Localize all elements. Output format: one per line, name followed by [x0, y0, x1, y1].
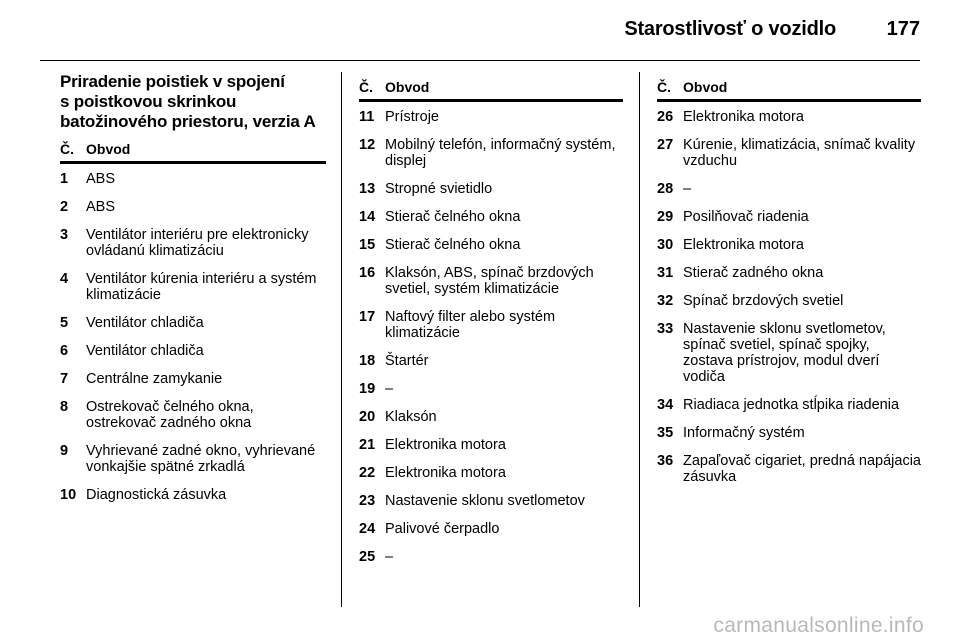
fuse-row	[359, 309, 623, 341]
fuse-circuit: Stierač zadného okna	[683, 265, 824, 281]
fuse-row	[657, 265, 921, 281]
section-title-line: batožinového priestoru, verzia A	[60, 112, 316, 131]
table-header	[359, 80, 623, 102]
fuse-circuit: Naftový filter alebo systém klimatizácie	[385, 309, 556, 341]
fuse-circuit: Ventilátor chladiča	[86, 343, 204, 359]
fuse-number: 8	[60, 399, 69, 415]
fuse-row	[60, 271, 326, 303]
section-title-line: s poistkovou skrinkou	[60, 92, 237, 111]
fuse-number: 3	[60, 227, 69, 243]
fuse-row	[60, 443, 326, 475]
fuse-circuit: Klaksón	[385, 409, 437, 425]
header-title: Starostlivosť o vozidlo	[624, 18, 836, 40]
fuse-number: 11	[359, 109, 375, 125]
fuse-row	[657, 137, 921, 169]
fuse-row	[359, 465, 623, 481]
fuse-number: 23	[359, 493, 376, 509]
col-number-header: Č.	[359, 79, 373, 95]
fuse-number: 28	[657, 181, 674, 197]
fuse-number: 35	[657, 425, 674, 441]
section-title	[60, 72, 326, 132]
fuse-number: 6	[60, 343, 69, 359]
fuse-row	[359, 437, 623, 453]
fuse-circuit: ABS	[86, 199, 116, 215]
fuse-circuit: Ventilátor chladiča	[86, 315, 204, 331]
col-circuit-header: Obvod	[86, 141, 131, 157]
fuse-row	[359, 409, 623, 425]
fuse-circuit: Štartér	[385, 353, 429, 369]
fuse-number: 33	[657, 321, 674, 337]
fuse-row	[359, 353, 623, 369]
fuse-row	[359, 265, 623, 297]
column-2	[359, 72, 623, 577]
fuse-row	[359, 137, 623, 169]
fuse-row	[60, 315, 326, 331]
fuse-number: 26	[657, 109, 674, 125]
fuse-number: 7	[60, 371, 69, 387]
fuse-number: 36	[657, 453, 674, 469]
fuse-row	[359, 521, 623, 537]
fuse-circuit: –	[683, 181, 692, 197]
fuse-circuit: Centrálne zamykanie	[86, 371, 223, 387]
fuse-circuit: Ostrekovač čelného okna, ostrekovač zadného okna	[86, 399, 254, 431]
fuse-circuit: Elektronika motora	[385, 465, 506, 481]
fuse-number: 34	[657, 397, 674, 413]
fuse-circuit: Mobilný telefón, informačný systém, displej	[385, 137, 616, 169]
column-3	[657, 72, 921, 497]
fuse-number: 27	[657, 137, 674, 153]
fuse-row	[60, 171, 326, 187]
fuse-row	[657, 453, 921, 485]
fuse-number: 21	[359, 437, 376, 453]
fuse-circuit: Diagnostická zásuvka	[86, 487, 227, 503]
fuse-circuit: ABS	[86, 171, 116, 187]
fuse-circuit: –	[385, 549, 394, 565]
fuse-circuit: Ventilátor interiéru pre elektronicky ovládanú klimatizáciu	[86, 227, 309, 259]
fuse-circuit: Vyhrievané zadné okno, vyhrievané vonkajšie spätné zrkadlá	[86, 443, 316, 475]
fuse-number: 14	[359, 209, 376, 225]
fuse-row	[657, 397, 921, 413]
fuse-number: 2	[60, 199, 69, 215]
fuse-number: 5	[60, 315, 69, 331]
fuse-circuit: Elektronika motora	[683, 237, 804, 253]
fuse-number: 16	[359, 265, 376, 281]
fuse-number: 18	[359, 353, 376, 369]
table-header	[60, 142, 326, 164]
fuse-circuit: Kúrenie, klimatizácia, snímač kvality vzduchu	[683, 137, 916, 169]
fuse-number: 17	[359, 309, 376, 325]
fuse-number: 10	[60, 487, 77, 503]
fuse-row	[359, 209, 623, 225]
fuse-circuit: Stierač čelného okna	[385, 209, 521, 225]
table-header	[657, 80, 921, 102]
fuse-row	[60, 343, 326, 359]
fuse-number: 24	[359, 521, 376, 537]
fuse-number: 22	[359, 465, 376, 481]
fuse-number: 31	[657, 265, 674, 281]
header-rule	[40, 60, 920, 61]
fuse-row	[60, 199, 326, 215]
fuse-number: 1	[60, 171, 69, 187]
fuse-row	[657, 237, 921, 253]
fuse-row	[359, 181, 623, 197]
fuse-row	[60, 371, 326, 387]
page-number: 177	[886, 18, 920, 40]
fuse-number: 29	[657, 209, 674, 225]
fuse-number: 32	[657, 293, 674, 309]
fuse-circuit: Elektronika motora	[683, 109, 804, 125]
fuse-row	[359, 549, 623, 565]
fuse-circuit: Spínač brzdových svetiel	[683, 293, 844, 309]
fuse-row	[359, 237, 623, 253]
fuse-row	[60, 487, 326, 503]
fuse-row	[657, 321, 921, 385]
watermark: carmanualsonline.info	[713, 614, 924, 637]
fuse-circuit: Informačný systém	[683, 425, 805, 441]
fuse-circuit: Palivové čerpadlo	[385, 521, 500, 537]
fuse-circuit: Riadiaca jednotka stĺpika riadenia	[683, 397, 900, 413]
fuse-circuit: Zapaľovač cigariet, predná napájacia zásuvka	[683, 453, 921, 485]
fuse-list	[359, 109, 623, 565]
fuse-list	[60, 171, 326, 503]
fuse-circuit: Elektronika motora	[385, 437, 506, 453]
fuse-row	[657, 293, 921, 309]
fuse-row	[60, 399, 326, 431]
fuse-circuit: Stierač čelného okna	[385, 237, 521, 253]
fuse-number: 20	[359, 409, 376, 425]
fuse-number: 9	[60, 443, 69, 459]
fuse-row	[359, 381, 623, 397]
fuse-number: 12	[359, 137, 376, 153]
fuse-row	[657, 209, 921, 225]
page-header	[0, 0, 960, 60]
fuse-list	[657, 109, 921, 485]
fuse-number: 4	[60, 271, 69, 287]
fuse-circuit: Ventilátor kúrenia interiéru a systém klimatizácie	[86, 271, 317, 303]
fuse-circuit: Prístroje	[385, 109, 439, 125]
fuse-number: 30	[657, 237, 674, 253]
fuse-circuit: Stropné svietidlo	[385, 181, 493, 197]
column-divider-2	[639, 72, 640, 607]
section-title-line: Priradenie poistiek v spojení	[60, 72, 285, 91]
fuse-row	[657, 181, 921, 197]
col-number-header: Č.	[657, 79, 671, 95]
fuse-row	[359, 109, 623, 125]
fuse-circuit: Klaksón, ABS, spínač brzdových svetiel, systém klimatizácie	[385, 265, 594, 297]
col-circuit-header: Obvod	[683, 79, 728, 95]
fuse-row	[657, 425, 921, 441]
col-circuit-header: Obvod	[385, 79, 430, 95]
fuse-circuit: Nastavenie sklonu svetlometov	[385, 493, 585, 509]
fuse-number: 13	[359, 181, 376, 197]
fuse-circuit: –	[385, 381, 394, 397]
fuse-circuit: Nastavenie sklonu svetlometov, spínač svetiel, spínač spojky, zostava prístrojov, modul dverí vodiča	[683, 321, 886, 385]
column-1	[60, 72, 326, 515]
fuse-number: 15	[359, 237, 376, 253]
fuse-number: 25	[359, 549, 376, 565]
fuse-number: 19	[359, 381, 376, 397]
column-divider-1	[341, 72, 342, 607]
fuse-circuit: Posilňovač riadenia	[683, 209, 809, 225]
col-number-header: Č.	[60, 141, 74, 157]
fuse-row	[60, 227, 326, 259]
fuse-row	[657, 109, 921, 125]
fuse-row	[359, 493, 623, 509]
